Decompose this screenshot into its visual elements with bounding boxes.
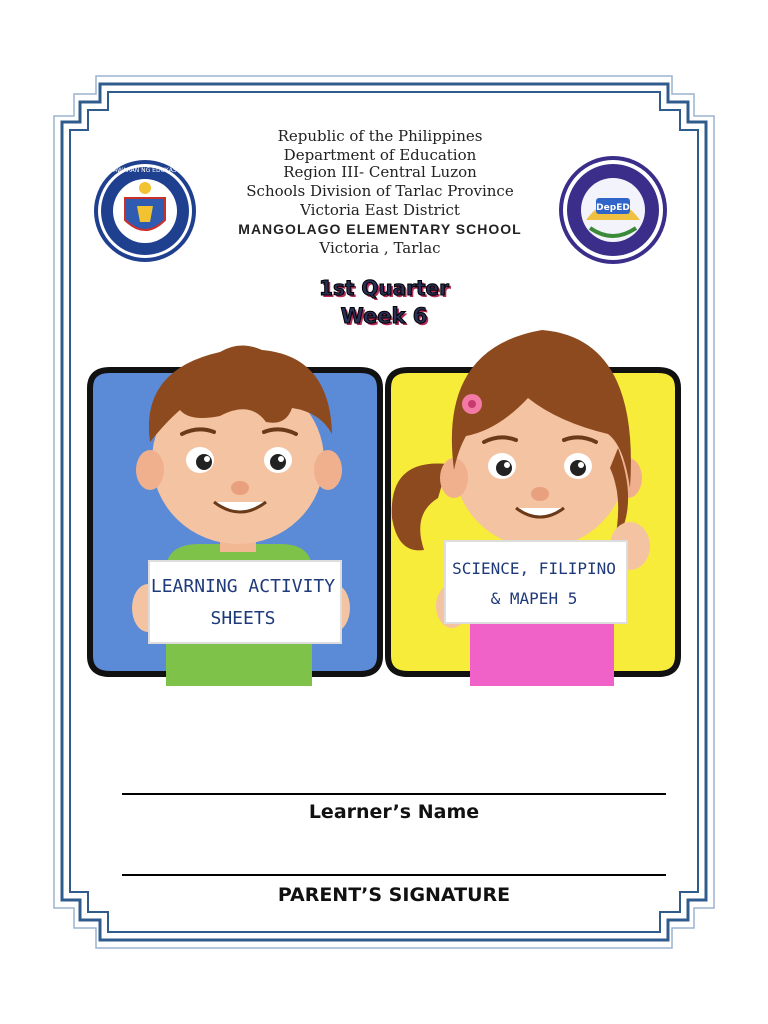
week-title: Week 6	[340, 304, 428, 328]
header-region: Region III- Central Luzon	[283, 163, 477, 181]
school-logo	[556, 154, 670, 266]
parent-signature-label: PARENT’S SIGNATURE	[277, 884, 511, 906]
header-district: Victoria East District	[300, 201, 460, 219]
header-republic: Republic of the Philippines	[277, 127, 483, 145]
girl-sign-line2: & MAPEH 5	[490, 589, 578, 608]
school-logo-center-text: DepED	[596, 203, 630, 213]
parent-signature-line[interactable]	[122, 874, 666, 876]
school-location: Victoria , Tarlac	[319, 239, 441, 257]
girl-illustration	[378, 318, 688, 690]
header-block	[200, 127, 560, 258]
seal-ring-text: KAGAWARAN NG EDUKASYON	[100, 167, 190, 174]
header-department: Department of Education	[283, 146, 477, 164]
girl-sign-line1: SCIENCE, FILIPINO	[452, 559, 616, 578]
quarter-title: 1st Quarter	[319, 276, 449, 300]
boy-sign-line1: LEARNING ACTIVITY	[150, 576, 336, 597]
deped-seal-logo	[92, 158, 198, 264]
school-name: MANGOLAGO ELEMENTARY SCHOOL	[238, 221, 522, 237]
boy-sign-line2: SHEETS	[210, 608, 276, 629]
header-division: Schools Division of Tarlac Province	[246, 182, 514, 200]
learner-name-line[interactable]	[122, 793, 666, 795]
learner-name-label: Learner’s Name	[308, 801, 480, 823]
